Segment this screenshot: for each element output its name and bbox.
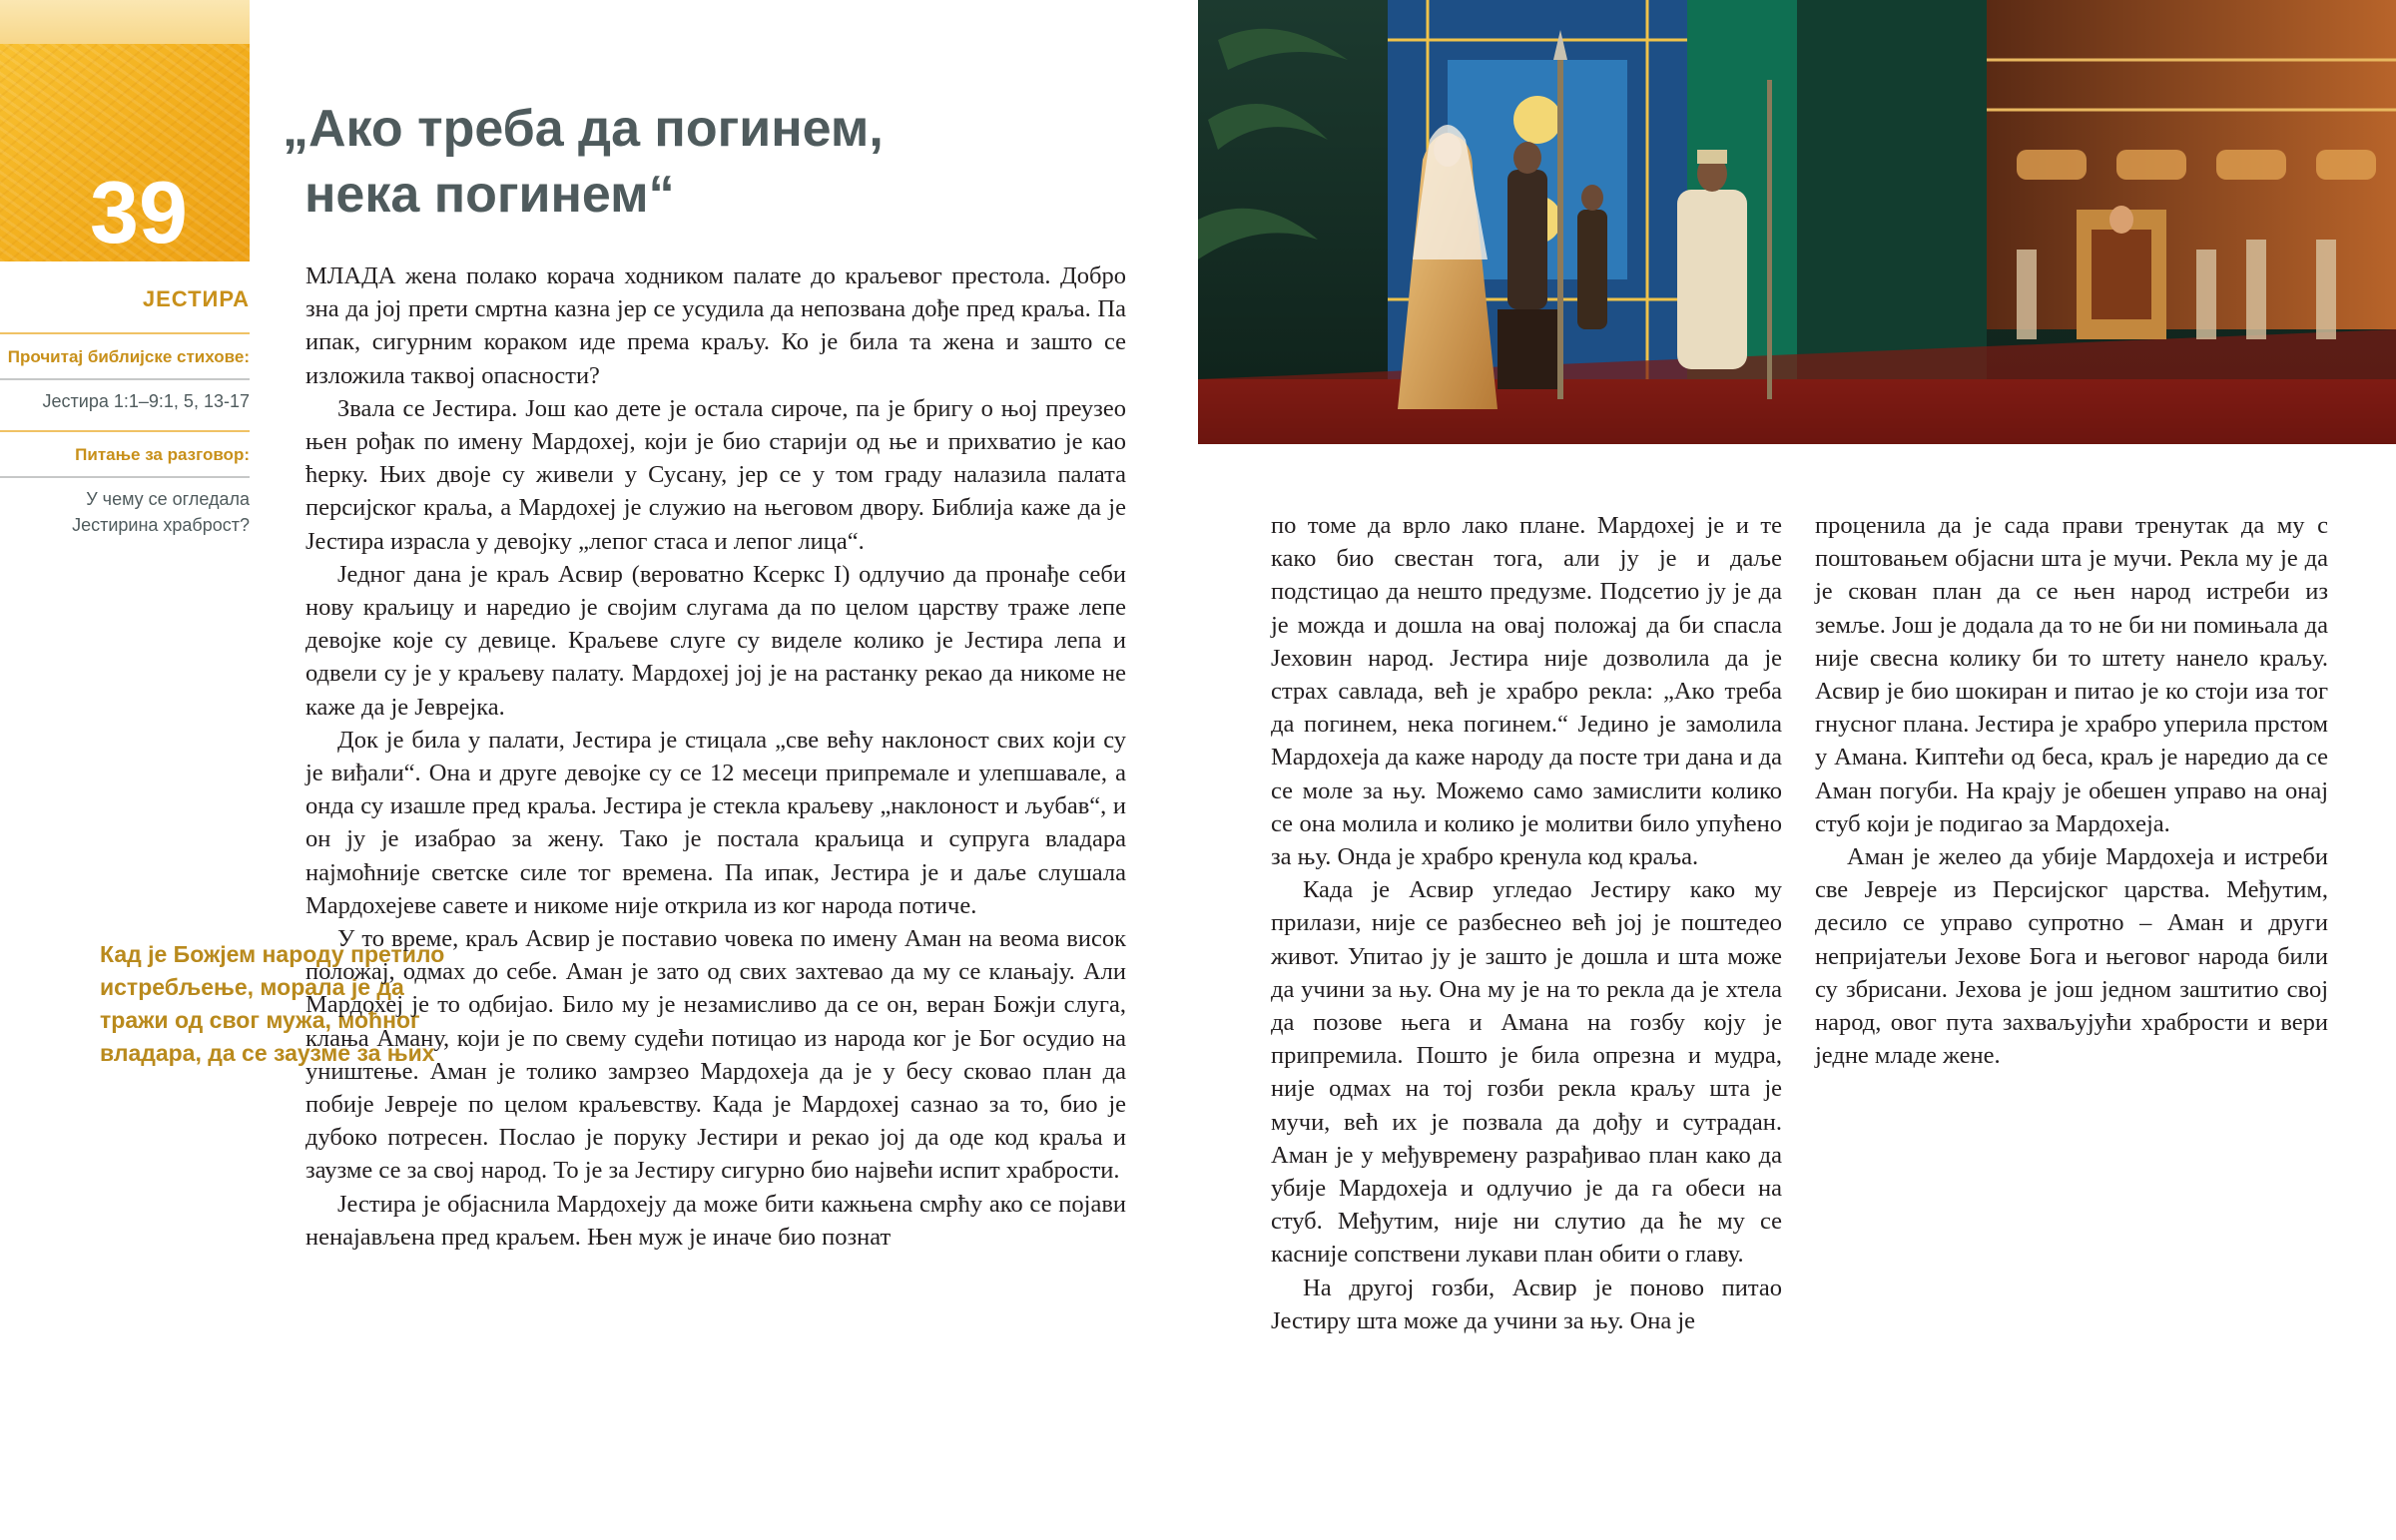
sidebar-book-name: ЈЕСТИРА — [142, 286, 250, 311]
paragraph: На другој гозби, Асвир је поново питао Јестиру шта може да учини за њу. Она је — [1271, 1274, 1782, 1334]
sidebar-question-label: Питање за разговор: — [75, 445, 250, 464]
paragraph: МЛАДА жена полако корача ходником палате до краљевог престола. Добро зна да јој прети смртна казна јер се усудила да непозвана дође пред краља. Па ипак, сигурним кораком иде према краљу. Ко је била та жена и зашто се изложила таквој опасности? — [305, 262, 1126, 389]
paragraph: Јестира је објаснила Мардохеју да може бити кажњена смрћу ако се појави ненајављена пред краљем. Њен муж је иначе био познат — [305, 1190, 1126, 1251]
chapter-number: 39 — [90, 163, 188, 261]
body-column-2 — [1271, 509, 1782, 1337]
chapter-number-box — [0, 44, 250, 261]
paragraph: проценила да је сада прави тренутак да му с поштовањем објасни шта је мучи. Рекла му је да је скован план да се њен народ истреби из земље. Још је додала да то не би ни помињала да није свесна колику би то штету нанело краљу. Асвир је био шокиран и питао је ко стоји иза тог гнусног плана. Јестира је храбро уперила прстом у Амана. Киптећи од беса, краљ је наредио да се Аман погуби. На крају је обешен управо на онај стуб који је подигао за Мардохеја. — [1815, 512, 2328, 837]
chapter-top-band — [0, 0, 250, 44]
paragraph: У то време, краљ Асвир је поставио човека по имену Аман на веома висок положај, одмах до себе. Аман је зато од свих захтевао да му се клањају. Али Мардохеј је то одбијао. Било му је незамисливо да се он, веран Божји слуга, клања Аману, који је по свему судећи потицао из народа ког је Бог осудио на уништење. Аман је толико замрзео Мардохеја да је у бесу сковао план да побије Јевреје по целом краљевству. Када је Мардохеј сазнао за то, био је дубоко потресен. Послао је поруку Јестири и рекао јој да оде код краља и заузме се за свој народ. То је за Јестиру сигурно био највећи испит храбрости. — [305, 925, 1126, 1185]
sidebar — [0, 264, 250, 554]
chapter-title — [283, 96, 884, 228]
chapter-title-line-2: нека погинем“ — [304, 166, 675, 224]
paragraph: Када је Асвир угледао Јестиру како му прилази, није се разбеснео већ јој је поштедео живот. Упитао ју је зашто је дошла и шта може да учини за њу. Она му је на то рекла да је хтела да позове њега и Амана на гозбу коју је припремила. Пошто је била опрезна и мудра, није одмах на тој гозби рекла краљу шта је мучи, већ их је позвала да дођу и сутрадан. Аман је у међувремену разрађивао план како да убије Мардохеја и одлучио је да га обеси на стуб. Међутим, није ни слутио да ће му се касније сопствени лукави план обити о главу. — [1271, 876, 1782, 1269]
paragraph: по томе да врло лако плане. Мардохеј је и те како био свестан тога, али ју је и даље подстицао да нешто предузме. Подсетио ју је да је можда и дошла на овај положај да би спасла Јеховин народ. Јестира није дозволила да је страх савлада, већ је храбро рекла: „Ако треба да погинем, нека погинем.“ Једино је замолила Мардохеја да каже народу да посте три дана и да се моле за њу. Можемо само замислити колико се она молила и колико је молитви било упућено за њу. Онда је храбро кренула код краља. — [1271, 512, 1782, 871]
sidebar-read-label: Прочитај библијске стихове: — [7, 347, 250, 366]
paragraph — [305, 724, 1126, 922]
illustration-esther-approaching-king — [1198, 0, 2396, 444]
pull-quote: Кад је Божјем народу претило истребљење, морала је да тражи од свог мужа, моћног владара, да се заузме за њих — [100, 941, 445, 1066]
paragraph: Аман је желео да убије Мардохеја и истреби све Јевреје из Персијског царства. Међутим, десило се управо супротно – Аман и други непријатељи Јехове Бога и његовог народа били су збрисани. Јехова је још једном заштитио свој народ, овог пута захваљујући храбрости и вери једне младе жене. — [1815, 843, 2328, 1070]
body-column-3 — [1815, 509, 2328, 1072]
sidebar-verses: Јестира 1:1–9:1, 5, 13-17 — [42, 391, 250, 411]
paragraph: Звала се Јестира. Још као дете је остала сироче, па је бригу о њој преузео њен рођак по имену Мардохеј, који је био старији од ње и прихватио је као ћерку. Њих двоје су живели у Сусану, јер се у том граду налазила палата персијског краља, а Мардохеј је служио на његовом двору. Библија каже да је Јестира израсла у девојку „лепог стаса и лепог лица“. — [305, 394, 1126, 555]
paragraph: Једног дана је краљ Асвир (вероватно Ксеркс I) одлучио да пронађе себи нову краљицу и наредио је својим слугама да по целом царству траже лепе девојке које су девице. Краљеве слуге су виделе колико је Јестира лепа и одвели су је у краљеву палату. Мардохеј јој је на растанку рекао да никоме не каже да је Јеврејка. — [305, 560, 1126, 721]
paragraph-text: Док је била у палати, Јестира је стицала „све већу наклоност свих који су је виђали“. Она и друге девојке су се 12 месеци припремале и улепшавале, а онда су изашле пред краља. Јестира је стекла краљеву „наклоност и љубав“, и он ју је изабрао за жену. Тако је постала краљица и супруга владара најмоћније светске силе тог времена. Па ипак, Јестира је и даље слушала Мардохејеве савете и никоме није открила из ког народа потиче. — [305, 726, 1126, 919]
chapter-title-line-1: „Ако треба да погинем, — [283, 100, 884, 158]
body-column-1 — [305, 259, 1126, 1254]
sidebar-question: У чему се огледала Јестирина храброст? — [72, 489, 250, 535]
